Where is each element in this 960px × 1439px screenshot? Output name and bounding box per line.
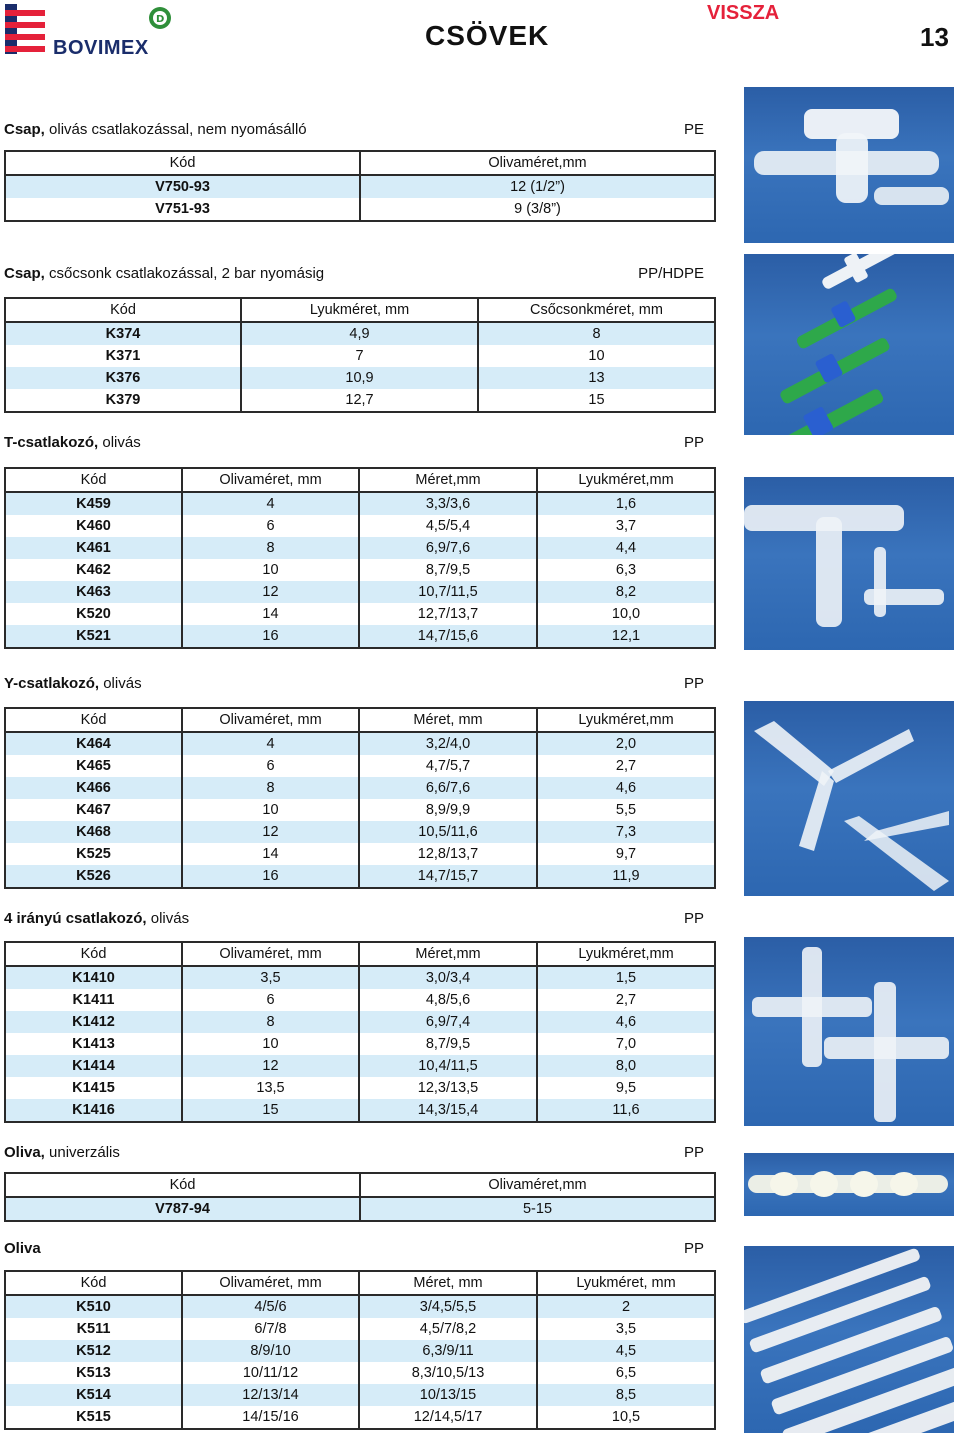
spec-table: [4, 150, 716, 222]
code-cell: K1414: [5, 1055, 182, 1077]
table-cell: 3,5: [182, 966, 359, 989]
section-title: [4, 265, 710, 287]
spec-table: [4, 707, 716, 889]
table-row: [5, 1197, 715, 1221]
column-header: Méret,mm: [359, 942, 537, 966]
table-cell: 14,3/15,4: [359, 1099, 537, 1122]
table-cell: 9,5: [537, 1077, 715, 1099]
column-header: Lyukméret,mm: [537, 708, 715, 732]
column-header: Kód: [5, 1173, 360, 1197]
table-row: [5, 799, 715, 821]
valve-icon: [744, 87, 954, 243]
logo-text: BOVIMEX: [53, 37, 149, 59]
material-label: PP: [683, 910, 704, 927]
table-cell: 1,6: [537, 492, 715, 515]
table-row: [5, 389, 715, 412]
table-cell: 12: [182, 821, 359, 843]
code-cell: V751-93: [5, 198, 360, 221]
table-cell: 10,4/11,5: [359, 1055, 537, 1077]
table-cell: 6/7/8: [182, 1318, 359, 1340]
table-cell: 11,9: [537, 865, 715, 888]
table-row: [5, 1099, 715, 1122]
table-cell: 15: [182, 1099, 359, 1122]
table-cell: 12,8/13,7: [359, 843, 537, 865]
t-connector-icon: [744, 477, 954, 650]
section-title-bold: Oliva: [4, 1240, 41, 1257]
material-label: PE: [683, 121, 704, 138]
table-cell: 5-15: [360, 1197, 715, 1221]
column-header: Kód: [5, 298, 241, 322]
code-cell: K379: [5, 389, 241, 412]
table-row: [5, 492, 715, 515]
table-cell: 1,5: [537, 966, 715, 989]
column-header: Kód: [5, 942, 182, 966]
material-label: PP: [683, 675, 704, 692]
table-cell: 12,7/13,7: [359, 603, 537, 625]
table-row: [5, 175, 715, 198]
material-label: PP: [683, 434, 704, 451]
column-header: Kód: [5, 468, 182, 492]
table-cell: 4,8/5,6: [359, 989, 537, 1011]
table-row: [5, 1362, 715, 1384]
table-cell: 8,7/9,5: [359, 1033, 537, 1055]
table-cell: 12 (1/2”): [360, 175, 715, 198]
column-header: Lyukméret, mm: [537, 1271, 715, 1295]
table-cell: 4: [182, 492, 359, 515]
section-title: [4, 910, 710, 932]
table-cell: 3/4,5/5,5: [359, 1295, 537, 1318]
table-cell: 3,5: [537, 1318, 715, 1340]
code-cell: K512: [5, 1340, 182, 1362]
code-cell: V787-94: [5, 1197, 360, 1221]
y-connector-icon: [744, 701, 954, 896]
table-cell: 8,3/10,5/13: [359, 1362, 537, 1384]
table-cell: 3,0/3,4: [359, 966, 537, 989]
table-cell: 13: [478, 367, 715, 389]
code-cell: K468: [5, 821, 182, 843]
code-cell: K1413: [5, 1033, 182, 1055]
code-cell: K467: [5, 799, 182, 821]
code-cell: V750-93: [5, 175, 360, 198]
universal-olive-icon: [744, 1153, 954, 1216]
table-cell: 10,5/11,6: [359, 821, 537, 843]
spec-table: [4, 297, 716, 413]
table-cell: 4,6: [537, 777, 715, 799]
page-number: 13: [920, 22, 949, 52]
code-cell: K1410: [5, 966, 182, 989]
column-header: Lyukméret, mm: [241, 298, 478, 322]
column-header: Méret, mm: [359, 708, 537, 732]
code-cell: K459: [5, 492, 182, 515]
section-title-rest: olivás: [146, 910, 190, 927]
code-cell: K511: [5, 1318, 182, 1340]
table-cell: 12: [182, 581, 359, 603]
table-cell: 8,5: [537, 1384, 715, 1406]
table-cell: 10,0: [537, 603, 715, 625]
column-header: Méret,mm: [359, 468, 537, 492]
table-row: [5, 581, 715, 603]
code-cell: K525: [5, 843, 182, 865]
column-header: Olivaméret, mm: [182, 468, 359, 492]
table-cell: 4,6: [537, 1011, 715, 1033]
table-cell: 11,6: [537, 1099, 715, 1122]
table-row: [5, 1077, 715, 1099]
page-header: [0, 0, 960, 70]
table-cell: 15: [478, 389, 715, 412]
table-row: [5, 777, 715, 799]
table-cell: 8: [182, 777, 359, 799]
section-title: [4, 434, 710, 456]
table-row: [5, 198, 715, 221]
column-header: Olivaméret, mm: [182, 1271, 359, 1295]
table-row: [5, 1011, 715, 1033]
table-cell: 12,3/13,5: [359, 1077, 537, 1099]
column-header: Olivaméret, mm: [182, 942, 359, 966]
table-row: [5, 755, 715, 777]
table-row: [5, 559, 715, 581]
code-cell: K374: [5, 322, 241, 345]
table-cell: 8,0: [537, 1055, 715, 1077]
table-row: [5, 1340, 715, 1362]
table-row: [5, 322, 715, 345]
table-cell: 8/9/10: [182, 1340, 359, 1362]
table-row: [5, 1055, 715, 1077]
table-cell: 9,7: [537, 843, 715, 865]
table-cell: 2: [537, 1295, 715, 1318]
section-title: [4, 121, 710, 143]
table-cell: 6: [182, 755, 359, 777]
table-cell: 14: [182, 843, 359, 865]
table-cell: 10,5: [537, 1406, 715, 1429]
column-header: Kód: [5, 708, 182, 732]
column-header: Olivaméret, mm: [182, 708, 359, 732]
table-cell: 12: [182, 1055, 359, 1077]
table-cell: 8,7/9,5: [359, 559, 537, 581]
table-cell: 4: [182, 732, 359, 755]
table-cell: 9 (3/8”): [360, 198, 715, 221]
column-header: Csőcsonkméret, mm: [478, 298, 715, 322]
table-cell: 2,0: [537, 732, 715, 755]
table-cell: 10: [478, 345, 715, 367]
table-cell: 4,4: [537, 537, 715, 559]
code-cell: K463: [5, 581, 182, 603]
section-title-bold: Csap,: [4, 265, 45, 282]
code-cell: K465: [5, 755, 182, 777]
table-cell: 13,5: [182, 1077, 359, 1099]
table-cell: 14,7/15,6: [359, 625, 537, 648]
material-label: PP: [683, 1144, 704, 1161]
spec-table: [4, 1172, 716, 1222]
section-title-rest: olivás: [99, 675, 142, 692]
table-cell: 14: [182, 603, 359, 625]
table-cell: 14/15/16: [182, 1406, 359, 1429]
table-cell: 12,7: [241, 389, 478, 412]
code-cell: K520: [5, 603, 182, 625]
section-title-rest: csőcsonk csatlakozással, 2 bar nyomásig: [44, 265, 325, 282]
spec-table: [4, 467, 716, 649]
table-cell: 10,9: [241, 367, 478, 389]
code-cell: K466: [5, 777, 182, 799]
table-row: [5, 843, 715, 865]
table-cell: 3,2/4,0: [359, 732, 537, 755]
section-title: [4, 675, 710, 697]
table-cell: 10/11/12: [182, 1362, 359, 1384]
table-cell: 7,0: [537, 1033, 715, 1055]
table-cell: 6,9/7,6: [359, 537, 537, 559]
code-cell: K376: [5, 367, 241, 389]
code-cell: K1411: [5, 989, 182, 1011]
table-row: [5, 625, 715, 648]
table-cell: 12/14,5/17: [359, 1406, 537, 1429]
table-row: [5, 865, 715, 888]
olive-connector-icon: [744, 1246, 954, 1433]
column-header: Kód: [5, 151, 360, 175]
column-header: Kód: [5, 1271, 182, 1295]
table-cell: 6,5: [537, 1362, 715, 1384]
table-row: [5, 1033, 715, 1055]
table-cell: 2,7: [537, 989, 715, 1011]
table-cell: 4,5/7/8,2: [359, 1318, 537, 1340]
material-label: PP: [683, 1240, 704, 1257]
table-cell: 4,7/5,7: [359, 755, 537, 777]
table-cell: 6: [182, 515, 359, 537]
table-cell: 10: [182, 799, 359, 821]
table-cell: 8,2: [537, 581, 715, 603]
table-row: [5, 367, 715, 389]
table-row: [5, 515, 715, 537]
svg-text:D: D: [156, 14, 165, 25]
code-cell: K371: [5, 345, 241, 367]
bovimex-logo: [5, 4, 175, 60]
code-cell: K460: [5, 515, 182, 537]
table-cell: 2,7: [537, 755, 715, 777]
column-header: Olivaméret,mm: [360, 1173, 715, 1197]
table-cell: 6,6/7,6: [359, 777, 537, 799]
table-row: [5, 537, 715, 559]
section-title-bold: Csap,: [4, 121, 45, 138]
code-cell: K515: [5, 1406, 182, 1429]
table-row: [5, 989, 715, 1011]
table-cell: 7: [241, 345, 478, 367]
table-cell: 4/5/6: [182, 1295, 359, 1318]
code-cell: K461: [5, 537, 182, 559]
code-cell: K1412: [5, 1011, 182, 1033]
table-cell: 10: [182, 559, 359, 581]
table-cell: 12,1: [537, 625, 715, 648]
table-cell: 7,3: [537, 821, 715, 843]
table-cell: 10/13/15: [359, 1384, 537, 1406]
code-cell: K513: [5, 1362, 182, 1384]
back-link[interactable]: VISSZA: [707, 2, 780, 24]
table-cell: 8: [182, 1011, 359, 1033]
table-cell: 16: [182, 865, 359, 888]
table-cell: 8,9/9,9: [359, 799, 537, 821]
table-cell: 3,3/3,6: [359, 492, 537, 515]
table-row: [5, 1406, 715, 1429]
table-cell: 8: [182, 537, 359, 559]
table-cell: 4,5: [537, 1340, 715, 1362]
section-title-bold: Oliva,: [4, 1144, 45, 1161]
code-cell: K1415: [5, 1077, 182, 1099]
spec-table: [4, 1270, 716, 1430]
table-cell: 6,9/7,4: [359, 1011, 537, 1033]
column-header: Méret, mm: [359, 1271, 537, 1295]
spec-table: [4, 941, 716, 1123]
cross-connector-icon: [744, 937, 954, 1126]
column-header: Olivaméret,mm: [360, 151, 715, 175]
column-header: Lyukméret,mm: [537, 942, 715, 966]
table-row: [5, 1295, 715, 1318]
table-row: [5, 1318, 715, 1340]
table-row: [5, 345, 715, 367]
code-cell: K464: [5, 732, 182, 755]
section-title-rest: olivás: [98, 434, 141, 451]
table-cell: 4,5/5,4: [359, 515, 537, 537]
table-cell: 16: [182, 625, 359, 648]
table-row: [5, 603, 715, 625]
table-cell: 10: [182, 1033, 359, 1055]
section-title: [4, 1144, 710, 1166]
table-cell: 5,5: [537, 799, 715, 821]
table-cell: 12/13/14: [182, 1384, 359, 1406]
page-title: CSÖVEK: [425, 20, 550, 51]
table-row: [5, 732, 715, 755]
section-title: [4, 1240, 710, 1262]
table-cell: 6: [182, 989, 359, 1011]
code-cell: K510: [5, 1295, 182, 1318]
code-cell: K521: [5, 625, 182, 648]
table-cell: 6,3/9/11: [359, 1340, 537, 1362]
section-title-rest: univerzális: [44, 1144, 120, 1161]
table-row: [5, 966, 715, 989]
section-title-bold: T-csatlakozó,: [4, 434, 99, 451]
code-cell: K1416: [5, 1099, 182, 1122]
section-title-bold: Y-csatlakozó,: [4, 675, 100, 692]
code-cell: K462: [5, 559, 182, 581]
table-cell: 14,7/15,7: [359, 865, 537, 888]
table-cell: 6,3: [537, 559, 715, 581]
table-cell: 3,7: [537, 515, 715, 537]
section-title-bold: 4 irányú csatlakozó,: [4, 910, 147, 927]
code-cell: K514: [5, 1384, 182, 1406]
section-title-rest: olivás csatlakozással, nem nyomásálló: [44, 121, 307, 138]
stopcock-icon: [744, 254, 954, 435]
table-cell: 10,7/11,5: [359, 581, 537, 603]
material-label: PP/HDPE: [638, 265, 704, 282]
table-row: [5, 1384, 715, 1406]
code-cell: K526: [5, 865, 182, 888]
column-header: Lyukméret,mm: [537, 468, 715, 492]
table-cell: 8: [478, 322, 715, 345]
table-row: [5, 821, 715, 843]
table-cell: 4,9: [241, 322, 478, 345]
